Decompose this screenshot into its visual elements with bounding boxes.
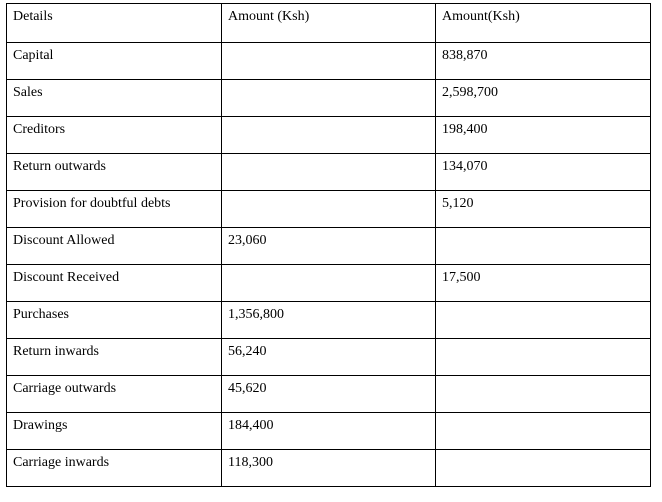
cell-amount-credit [436,376,651,413]
table-row [7,228,651,265]
cell-amount-debit [222,376,436,413]
cell-amount-credit [436,80,651,117]
cell-details-text: Carriage outwards [13,381,117,396]
cell-details [7,339,222,376]
cell-amount-debit-text: 1,356,800 [228,307,284,322]
cell-amount-credit [436,339,651,376]
cell-amount-debit [222,265,436,302]
cell-amount-credit [436,154,651,191]
cell-amount-credit [436,265,651,302]
cell-details [7,228,222,265]
cell-details [7,413,222,450]
cell-details [7,376,222,413]
cell-details [7,43,222,80]
cell-amount-debit [222,339,436,376]
cell-amount-debit [222,43,436,80]
cell-amount-credit [436,43,651,80]
cell-details [7,117,222,154]
cell-amount-credit-text: 838,870 [442,48,488,63]
cell-amount-credit-text: 17,500 [442,270,481,285]
header-amount-credit [436,4,651,43]
cell-details [7,265,222,302]
cell-amount-credit-text [442,413,650,418]
cell-amount-debit-text [228,154,435,159]
header-amount-credit-label: Amount(Ksh) [442,9,520,24]
cell-amount-debit [222,228,436,265]
cell-amount-debit [222,117,436,154]
cell-amount-debit-text [228,265,435,270]
cell-amount-credit-text: 5,120 [442,196,474,211]
table-row [7,154,651,191]
table-row [7,80,651,117]
cell-details-text: Drawings [13,418,68,433]
table-body [7,4,651,487]
cell-amount-credit-text: 2,598,700 [442,85,498,100]
table-row [7,376,651,413]
table-row [7,265,651,302]
cell-details-text: Discount Received [13,270,120,285]
cell-amount-debit [222,191,436,228]
table-row [7,302,651,339]
cell-details [7,302,222,339]
cell-amount-debit-text: 23,060 [228,233,267,248]
cell-details-text: Purchases [13,307,69,322]
cell-amount-debit-text [228,80,435,85]
cell-amount-credit [436,191,651,228]
cell-details-text: Return outwards [13,159,106,174]
table-row [7,413,651,450]
table-row [7,43,651,80]
cell-amount-credit-text [442,450,650,455]
table-row [7,191,651,228]
cell-amount-debit-text [228,191,435,196]
cell-details [7,191,222,228]
cell-amount-credit-text [442,339,650,344]
cell-details-text: Return inwards [13,344,99,359]
cell-amount-debit-text: 45,620 [228,381,267,396]
cell-details [7,80,222,117]
cell-details-text: Sales [13,85,43,100]
cell-amount-credit-text: 134,070 [442,159,488,174]
cell-details [7,154,222,191]
cell-details-text: Provision for doubtful debts [13,196,171,211]
cell-amount-credit [436,117,651,154]
table-row [7,339,651,376]
table-header-row [7,4,651,43]
cell-details-text: Capital [13,48,54,63]
cell-amount-debit-text: 118,300 [228,455,273,470]
cell-details-text: Carriage inwards [13,455,110,470]
cell-amount-debit [222,413,436,450]
cell-amount-debit [222,154,436,191]
cell-details-text: Discount Allowed [13,233,115,248]
cell-amount-debit-text: 56,240 [228,344,267,359]
cell-amount-credit-text [442,376,650,381]
cell-amount-credit-text [442,302,650,307]
cell-amount-debit [222,450,436,487]
cell-amount-credit [436,450,651,487]
cell-amount-credit-text [442,228,650,233]
header-details-label: Details [13,9,53,24]
cell-details-text: Creditors [13,122,66,137]
cell-amount-debit [222,302,436,339]
cell-amount-credit-text: 198,400 [442,122,488,137]
header-amount-debit [222,4,436,43]
cell-amount-credit [436,228,651,265]
table-row [7,450,651,487]
table-row [7,117,651,154]
header-details [7,4,222,43]
cell-amount-debit-text [228,43,435,48]
cell-amount-credit [436,413,651,450]
cell-amount-credit [436,302,651,339]
cell-amount-debit-text: 184,400 [228,418,274,433]
cell-amount-debit-text [228,117,435,122]
cell-amount-debit [222,80,436,117]
header-amount-debit-label: Amount (Ksh) [228,9,310,24]
trial-balance-table [6,3,651,487]
cell-details [7,450,222,487]
